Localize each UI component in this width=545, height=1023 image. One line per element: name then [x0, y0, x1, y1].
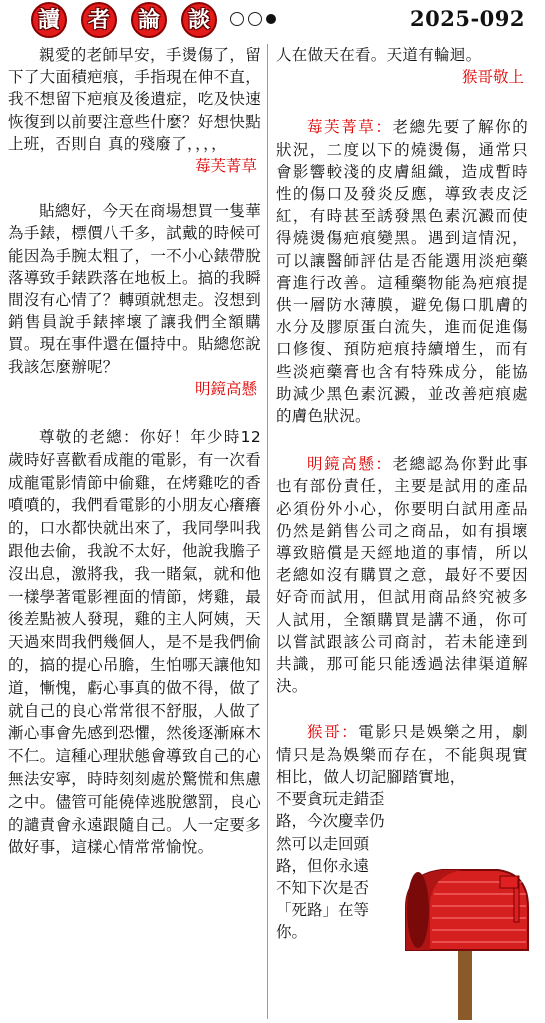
title-badge-3: 論	[131, 2, 167, 38]
letter-3-ending: 人在做天在看。天道有輪迴。	[276, 46, 482, 64]
title-badge-2: 者	[81, 2, 117, 38]
reply-3-line: 然可以走回頭	[276, 834, 370, 853]
reply-1	[276, 116, 528, 427]
title-badge-1: 讀	[31, 2, 67, 38]
letter-3-body: 尊敬的老總：你好！年少時12歲時好喜歡看成龍的電影，有一次看成龍電影情節中偷雞，在烤雞吃的香噴噴的，我們看電影的小朋友心癢癢的，口水都快就出來了，我同學叫我跟他去偷，我說不太好，他說我膽子沒出息，激將我，我一賭氣，就和他一樣學著電影裡面的情節，烤雞，最後差點被人發現，雞的主人阿姨，天天過來問我們幾個人，是不是我們偷的，搞的提心吊膽，生怕哪天讓他知道，慚愧，虧心事真的做不得，做了就自己的良心常常很不舒服，人做了漸心事會先感到恐懼，然後逐漸麻木不仁。這種心理狀態會導致自己的心無法安寧，時時刻刻處於驚慌和焦慮之中。儘管可能僥倖逃脫懲罰，良心的譴責會永遠跟隨自己。人一定要多做好事，這樣心情常常愉悅。	[8, 428, 261, 857]
reply-3-name: 猴哥：	[307, 723, 359, 742]
issue-number: 2025-092	[410, 6, 525, 31]
mailbox-icon	[402, 862, 532, 1020]
letter-2-signature: 明鏡高懸	[194, 379, 257, 398]
reply-3-narrow-lines	[276, 788, 394, 943]
reply-1-body: 老總先要了解你的狀況，二度以下的燒燙傷，通常只會影響較淺的皮膚組織，造成暫時性的傷口及發炎反應，導致表皮泛紅，有時甚至誘發黑色素沉澱而使得燒燙傷疤痕變黑。遇到這情況，可以讓醫師評估是否能選用淡疤藥膏進行改善。這種藥物能為疤痕提供一層防水薄膜，避免傷口肌膚的水分及膠原蛋白流失，進而促進傷口修復、預防疤痕持續增生，而有些淡疤藥膏也含有特殊成分，能協助減少黑色素沉澱，並改善疤痕處的膚色狀況。	[276, 118, 528, 426]
hollow-dot-icon	[248, 12, 262, 26]
filled-dot-icon	[266, 14, 276, 24]
reply-3-line: 路，但你永遠	[276, 856, 370, 875]
reply-1-name: 莓芙菁草：	[307, 118, 393, 137]
hollow-dot-icon	[230, 12, 244, 26]
letter-3-signature: 猴哥敬上	[461, 68, 524, 87]
reply-3-body: 電影只是娛樂之用，劇情只是為娛樂而存在，不能與現實相比，做人切記腳踏實地，	[276, 723, 528, 786]
letter-1-body: 親愛的老師早安，手燙傷了，留下了大面積疤痕，手指現在伸不直，我不想留下疤痕及後遺症，吃及快速恢復到以前要注意些什麼？好想快點上班，否則自 真的殘廢了，，，，	[8, 46, 261, 153]
reply-3-line: 「死路」在等你。	[276, 901, 370, 942]
column-divider	[267, 44, 268, 1019]
reply-3	[276, 721, 528, 788]
reply-2	[276, 453, 528, 697]
reply-3-line: 不知下次是否	[276, 878, 370, 897]
mailbox-flag	[500, 876, 518, 888]
reply-3-line: 路，今次慶幸仍	[276, 812, 385, 831]
column-header	[0, 0, 545, 38]
reply-3-line: 不要貪玩走錯歪	[276, 790, 385, 809]
reply-2-name: 明鏡高懸：	[307, 455, 393, 474]
replies-column	[276, 44, 528, 944]
letter-1-signature: 莓芙菁草	[194, 157, 257, 176]
mailbox-door	[407, 872, 429, 948]
reply-2-body: 老總認為你對此事也有部份責任，主要是試用的產品必須份外小心，你要明白試用產品仍然是銷售公司之商品，如有損壞導致賠償是天經地道的事情，所以老總如沒有購買之意，最好不要因好奇而試用，但試用商品終究被多人試用，全額購買是講不通，你可以嘗試跟該公司商討，若未能達到共識，那可能只能透過法律渠道解決。	[276, 455, 528, 696]
title-badge-4: 談	[181, 2, 217, 38]
letters-column	[8, 44, 261, 859]
decorative-dots	[230, 11, 276, 27]
letter-2-body: 貼總好，今天在商場想買一隻華為手錶，標價八千多，試戴的時候可能因為手腕太粗了，一不小心錶帶脫落導致手錶跌落在地板上。搞的我瞬間沒有心情了？轉頭就想走。沒想到銷售員說手錶摔壞了讓我們全額購買。現在事件還在僵持中。貼總您說我該怎麼辦呢？	[8, 202, 261, 376]
